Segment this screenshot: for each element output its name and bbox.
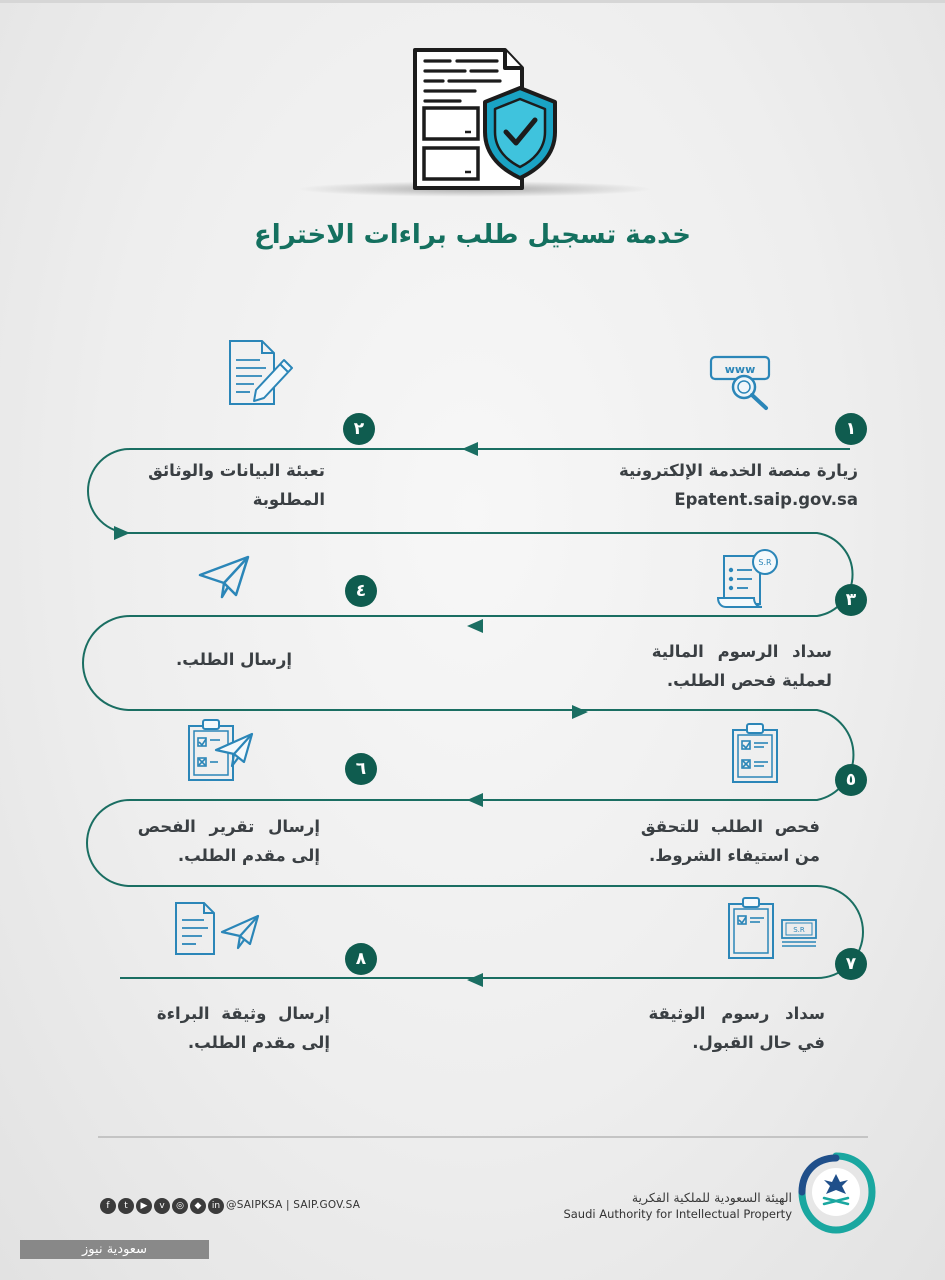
step-2-text: تعبئة البيانات والوثائق المطلوبة xyxy=(148,461,325,509)
paper-plane-icon xyxy=(198,555,252,599)
flow-arrow xyxy=(572,705,588,719)
twitter-icon[interactable]: t xyxy=(118,1198,134,1214)
org-name-arabic: الهيئة السعودية للملكية الفكرية xyxy=(631,1190,792,1205)
watermark: سعودية نيوز xyxy=(20,1240,209,1259)
snapchat-icon[interactable]: ◆ xyxy=(190,1198,206,1214)
clipboard-banknote-icon xyxy=(726,896,820,960)
step-8-text: إرسال وثيقة البراءة إلى مقدم الطلب. xyxy=(156,1004,330,1052)
sr-label: S.R xyxy=(758,558,772,567)
step-number-5: ٥ xyxy=(835,764,867,796)
step-number-4: ٤ xyxy=(345,575,377,607)
flow-arrow xyxy=(467,793,483,807)
flow-arrow xyxy=(467,619,483,633)
footer-divider xyxy=(98,1136,868,1138)
svg-text:www: www xyxy=(724,363,756,376)
document-send-icon xyxy=(172,900,262,956)
step-number-3: ٣ xyxy=(835,584,867,616)
social-handles[interactable]: @SAIPKSA | SAIP.GOV.SA xyxy=(226,1199,361,1211)
step-5-text: فحص الطلب للتحقق من استيفاء الشروط. xyxy=(640,817,820,865)
instagram-icon[interactable]: ◎ xyxy=(172,1198,188,1214)
vimeo-icon[interactable]: v xyxy=(154,1198,170,1214)
step-4-text: إرسال الطلب. xyxy=(175,650,292,669)
linkedin-icon[interactable]: in xyxy=(208,1198,224,1214)
org-name-english: Saudi Authority for Intellectual Property xyxy=(563,1207,792,1221)
sr-label: S.R xyxy=(793,926,805,934)
youtube-icon[interactable]: ▶ xyxy=(136,1198,152,1214)
document-pencil-icon xyxy=(226,338,296,408)
step-number-6: ٦ xyxy=(345,753,377,785)
saip-logo-icon xyxy=(796,1152,876,1234)
step-number-2: ٢ xyxy=(343,413,375,445)
flow-arrow xyxy=(462,442,478,456)
page-title: خدمة تسجيل طلب براءات الاختراع xyxy=(254,220,691,250)
step-6-text: إرسال تقرير الفحص إلى مقدم الطلب. xyxy=(137,817,320,865)
step-7-text: سداد رسوم الوثيقة في حال القبول. xyxy=(648,1004,825,1052)
step-number-1: ١ xyxy=(835,413,867,445)
clipboard-checklist-icon xyxy=(730,722,780,784)
step-3-text: سداد الرسوم المالية لعملية فحص الطلب. xyxy=(651,642,832,690)
step-1-text: زيارة منصة الخدمة الإلكترونية Epatent.saip.gov.sa xyxy=(618,461,858,509)
step-number-8: ٨ xyxy=(345,943,377,975)
flow-arrow xyxy=(114,526,130,540)
www-search-icon xyxy=(708,354,772,412)
step-number-7: ٧ xyxy=(835,948,867,980)
facebook-icon[interactable]: f xyxy=(100,1198,116,1214)
receipt-checklist-icon xyxy=(716,548,784,610)
flow-arrow xyxy=(467,973,483,987)
clipboard-send-icon xyxy=(186,718,256,782)
